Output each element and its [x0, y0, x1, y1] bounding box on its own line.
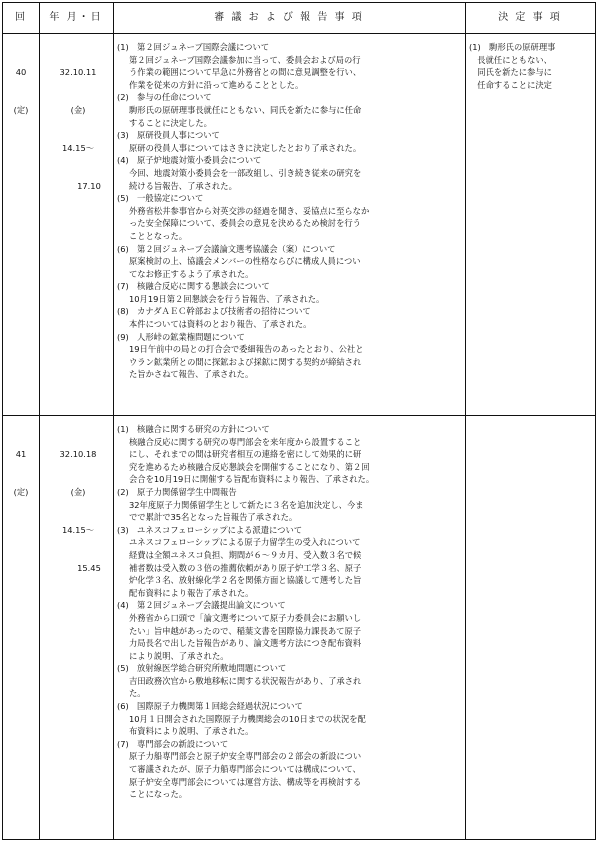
item-text: 今回、地震対策小委員会を一部改組し、引き続き従来の研究を [129, 167, 362, 178]
item-text: 原研の役員人事についてはさきに決定したとおり了承された。 [129, 142, 362, 153]
item-text: 19日午前中の局との打合会で委細報告のあったとおり、公社と [129, 344, 364, 355]
item-heading: (7) 専門部会の新設について [117, 738, 229, 749]
decision-text: 同氏を新たに参与に [469, 67, 552, 78]
decision-text: (1) 駒形氏の原研理事 [469, 42, 556, 52]
item-text: 配布資料により報告了承された。 [129, 587, 254, 598]
item-text: 本件については資料のとおり報告、了承された。 [129, 319, 312, 330]
item-text: 力局長名で出した旨報告があり、論文選考方法につき配布資料 [129, 638, 362, 649]
session-number [3, 41, 39, 142]
item-text: でで累計で35名となった旨報告了承された。 [129, 512, 298, 523]
minutes-table [2, 2, 596, 840]
decision-text: 長就任にともない、 [469, 54, 552, 65]
column-divider [113, 3, 114, 839]
item-heading: (2) 原子力関係留学生中間報告 [117, 486, 237, 497]
item-heading: (8) カナダＡＥＣ幹部および技術者の招待について [117, 306, 311, 317]
item-text: 続ける旨報告、了承された。 [129, 180, 237, 191]
session-weekday: (金) [70, 104, 86, 115]
session-date [43, 41, 113, 217]
decision-text: 任命することに決定 [469, 79, 552, 90]
item-heading: (6) 国際原子力機関第１回総会経過状況について [117, 701, 303, 712]
session-date-value: 32.10.11 [59, 67, 97, 78]
session-content [117, 423, 463, 801]
session-content [117, 41, 463, 381]
item-heading: (4) 第２回ジュネーブ会議提出論文について [117, 600, 286, 611]
session-type: (定) [13, 104, 29, 115]
header-no: 回 [15, 12, 27, 23]
item-text: ユネスコフェローシップによる原子力留学生の受入れについて [129, 537, 361, 548]
item-text: 10月19日第２回懇談会を行う旨報告、了承された。 [129, 293, 325, 304]
item-text: 第２回ジュネーブ国際会議参加に当って、委員会および局の行 [129, 54, 361, 65]
item-text: 経費は全額ユネスコ負担、期間が６〜９カ月、受入数３名で候 [129, 549, 362, 560]
header-divider [3, 33, 595, 34]
item-text: 駒形氏の原研理事長就任にともない、同氏を新たに参与に任命 [129, 104, 362, 115]
session-decisions [469, 41, 593, 91]
item-heading: (4) 原子炉地震対策小委員会について [117, 155, 262, 166]
item-heading: (3) 原研役員人事について [117, 130, 220, 141]
column-divider [465, 3, 466, 839]
session-time-start: 14.15〜 [61, 524, 95, 535]
session-weekday: (金) [70, 486, 86, 497]
item-text: 炉化学３名、放射線化学２名を関係方面と協議して選考した旨 [129, 575, 362, 586]
item-text: こととなった。 [129, 230, 188, 241]
item-heading: (2) 参与の任命について [117, 92, 212, 103]
item-text: 吉田政務次官から敷地移転に関する状況報告があり、了承され [129, 675, 362, 686]
session-time-start: 14.15〜 [61, 142, 95, 153]
item-text: てなお修正するよう了承された。 [129, 268, 254, 279]
header-decisions: 決 定 事 項 [498, 12, 562, 23]
item-text: ことになった。 [129, 789, 188, 800]
session-time-end: 17.10 [77, 180, 101, 191]
item-text: う作業の範囲について早急に外務省との間に意見調整を行い、 [129, 67, 362, 78]
item-text: 10月１日開会された国際原子力機関総会の10日までの状況を配 [129, 713, 366, 724]
session-time-end: 15.45 [77, 562, 101, 573]
header-date: 年 月・日 [49, 12, 103, 23]
item-text: 作業を従来の方針に沿って進めることとした。 [129, 79, 304, 90]
item-text: 原案検討の上、協議会メンバーの性格ならびに構成人員につい [129, 256, 361, 267]
item-text: った安全保障について、委員会の意見を決めるため検討を行う [129, 218, 361, 229]
item-text: 32年度原子力関係留学生として新たに３名を追加決定し、今ま [129, 499, 364, 510]
column-divider [39, 3, 40, 839]
item-heading: (9) 人形峠の鉱業権問題について [117, 331, 245, 342]
item-text: た旨かさねて報告、了承された。 [129, 369, 254, 380]
item-text: て審議されたが、原子力船専門部会については構成について、 [129, 764, 361, 775]
row-divider [3, 415, 595, 416]
item-text: にし、それまでの間は研究者相互の連絡を密にして効果的に研 [129, 449, 362, 460]
session-no: 40 [15, 67, 27, 78]
item-text: 布資料により説明、了承された。 [129, 726, 254, 737]
item-text: 会合を10月19日に開催する旨配布資料により報告、了承された。 [129, 474, 375, 485]
session-date-value: 32.10.18 [59, 449, 97, 460]
item-heading: (3) ユネスコフェローシップによる派遣について [117, 524, 303, 535]
item-text: 原子炉安全専門部会については運営方法、構成等を再検討する [129, 776, 362, 787]
session-number [3, 423, 39, 524]
item-text: することに決定した。 [129, 117, 212, 128]
item-text: 究を進めるため核融合反応懇談会を開催することになり、第２回 [129, 461, 370, 472]
item-heading: (1) 核融合に関する研究の方針について [117, 424, 270, 434]
item-text: により説明、了承された。 [129, 650, 229, 661]
item-heading: (5) 一般協定について [117, 193, 204, 204]
item-heading: (5) 放射線医学総合研究所敷地問題について [117, 663, 287, 674]
session-type: (定) [13, 486, 29, 497]
header-items: 審 議 お よ び 報 告 事 項 [214, 12, 364, 23]
item-text: た。 [129, 688, 146, 699]
item-text: ウラン鉱業所との間に探鉱および採鉱に関する契約が締結され [129, 356, 362, 367]
item-text: 核融合反応に関する研究の専門部会を来年度から設置すること [129, 436, 362, 447]
item-heading: (7) 核融合反応に関する懇談会について [117, 281, 270, 292]
session-no: 41 [15, 449, 27, 460]
item-text: 外務省松井参事官から対英交渉の経過を聞き、妥協点に至らなか [129, 205, 370, 216]
session-date [43, 423, 113, 599]
item-heading: (6) 第２回ジュネーブ会議論文選考協議会（案）について [117, 243, 336, 254]
item-text: 外務省から口頭で「論文選考について原子力委員会にお願いし [129, 612, 362, 623]
item-text: たい」旨申越があったので、稲葉文書を国際協力課長あて原子 [129, 625, 362, 636]
item-text: 補者数は受入数の３倍の推薦依頼があり原子炉工学３名、原子 [129, 562, 362, 573]
item-heading: (1) 第２回ジュネーブ国際会議について [117, 42, 270, 52]
item-text: 原子力船専門部会と原子炉安全専門部会の２部会の新設につい [129, 751, 362, 762]
